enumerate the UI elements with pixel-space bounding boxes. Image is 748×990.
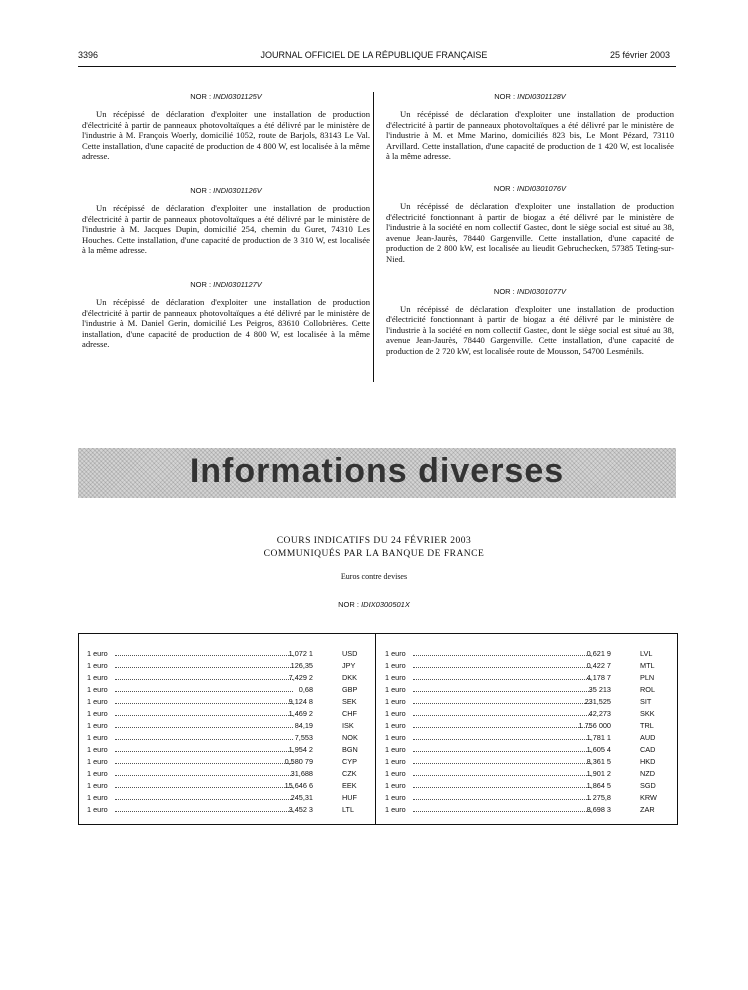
rate-value: 42,273 [588, 709, 611, 718]
nor-label: NOR : [190, 185, 212, 195]
rate-label: 1 euro [87, 781, 108, 790]
rate-value: 3,452 3 [288, 805, 313, 814]
leader-dots [115, 727, 293, 728]
notice [386, 92, 674, 162]
rate-row [385, 744, 671, 756]
leader-dots [115, 739, 293, 740]
rate-value: 1,954 2 [288, 745, 313, 754]
rate-label: 1 euro [87, 769, 108, 778]
rate-label: 1 euro [385, 769, 406, 778]
rate-row [87, 732, 373, 744]
notice-text: Un récépissé de déclaration d'exploiter une installation de production d'électricité fonctionnant à partir de biogaz a été délivré par le ministère de l'industrie à la société en nom collectif Gastec, dont le siège social est situé au 38, avenue Jean-Jaurès, 78440 Gargenville. Cette installation, d'une capacité de production de 2 800 kW, est localisée au lieudit Gebruchecken, 57385 Teting-sur-Nied. [386, 200, 674, 264]
rate-row [385, 648, 671, 660]
currency-code: ZAR [640, 805, 655, 814]
currency-code: ROL [640, 685, 656, 694]
currency-code: AUD [640, 733, 656, 742]
leader-dots [115, 763, 293, 764]
rate-row [87, 696, 373, 708]
notice-text: Un récépissé de déclaration d'exploiter une installation de production d'électricité à partir de panneaux photovoltaïques a été délivré par le ministère de l'industrie à M. François Woerly, domicilié 1052, route de Barjols, 83143 Le Val. Cette installation, d'une capacité de production de 4 800 W, est localisée à la même adresse. [82, 109, 370, 162]
rate-value: 1,605 4 [586, 745, 611, 754]
rate-row [87, 660, 373, 672]
rates-left-column [87, 648, 373, 816]
rate-value: 0,422 7 [586, 661, 611, 670]
rate-value: 1 275,8 [586, 793, 611, 802]
currency-code: LTL [342, 805, 355, 814]
table-divider [375, 634, 376, 824]
rates-subtitle: Euros contre devises [340, 572, 408, 581]
rate-value: 31,688 [290, 769, 313, 778]
rate-value: 1 756 000 [578, 721, 611, 730]
section-banner [78, 448, 676, 498]
notice [82, 186, 370, 256]
currency-code: USD [342, 649, 358, 658]
rate-label: 1 euro [87, 757, 108, 766]
currency-code: SIT [640, 697, 652, 706]
journal-title: JOURNAL OFFICIEL DE LA RÉPUBLIQUE FRANÇAISE [260, 50, 488, 60]
currency-code: ISK [342, 721, 354, 730]
rate-label: 1 euro [87, 649, 108, 658]
leader-dots [413, 775, 591, 776]
rate-label: 1 euro [385, 733, 406, 742]
currency-code: CHF [342, 709, 357, 718]
rate-row [385, 768, 671, 780]
currency-code: EEK [342, 781, 357, 790]
currency-code: HUF [342, 793, 357, 802]
notice-text: Un récépissé de déclaration d'exploiter une installation de production d'électricité fonctionnant à partir de biogaz a été délivré par le ministère de l'industrie à la société en nom collectif Gastec, dont le siège social est situé au 38, avenue Jean-Jaurès, 78440 Gargenville. Cette installation, d'une capacité de production de 2 720 kW, est localisée route de Mousson, 54700 Lesménils. [386, 303, 674, 356]
rate-value: 1,469 2 [288, 709, 313, 718]
notice-text: Un récépissé de déclaration d'exploiter une installation de production d'électricité à partir de panneaux photovoltaïques a été délivré par le ministère de l'industrie à M. et Mme Marino, domiciliés 823 bis, Le Mont Pézard, 73110 Arvillard. Cette installation, d'une capacité de production de 1 420 W, est localisée à la même adresse. [386, 109, 674, 162]
leader-dots [115, 775, 293, 776]
rate-value: 4,178 7 [586, 673, 611, 682]
rate-row [87, 804, 373, 816]
nor-reference [82, 92, 370, 101]
rate-row [87, 792, 373, 804]
rate-row [87, 780, 373, 792]
currency-code: NZD [640, 769, 655, 778]
rate-row [87, 768, 373, 780]
leader-dots [413, 655, 591, 656]
rate-label: 1 euro [385, 709, 406, 718]
nor-code: INDI0301126V [213, 185, 262, 195]
rate-label: 1 euro [385, 697, 406, 706]
leader-dots [413, 799, 591, 800]
rate-value: 9,124 8 [288, 697, 313, 706]
rate-value: 126,35 [290, 661, 313, 670]
page-number: 3396 [78, 50, 99, 60]
rate-row [87, 720, 373, 732]
rate-row [385, 804, 671, 816]
rate-label: 1 euro [385, 745, 406, 754]
notices-right-column [386, 92, 674, 379]
currency-code: TRL [640, 721, 654, 730]
notice [386, 287, 674, 357]
nor-code: INDI0301125V [213, 92, 262, 101]
rate-label: 1 euro [87, 745, 108, 754]
nor-code: INDI0301077V [516, 286, 567, 296]
leader-dots [115, 811, 293, 812]
rate-row [385, 672, 671, 684]
rates-right-column [385, 648, 671, 816]
leader-dots [413, 703, 591, 704]
rates-title-line1: COURS INDICATIFS DU 24 FÉVRIER 2003 [276, 536, 472, 546]
rates-nor-reference [0, 600, 748, 609]
leader-dots [413, 667, 591, 668]
nor-reference [386, 184, 674, 193]
leader-dots [413, 715, 591, 716]
rate-label: 1 euro [385, 805, 406, 814]
leader-dots [115, 655, 293, 656]
notice [82, 92, 370, 162]
rate-row [385, 708, 671, 720]
rate-row [385, 732, 671, 744]
currency-code: CYP [342, 757, 358, 766]
rate-label: 1 euro [87, 733, 108, 742]
rate-row [87, 744, 373, 756]
rate-row [385, 720, 671, 732]
rate-value: 1,864 5 [586, 781, 611, 790]
currency-code: JPY [342, 661, 356, 670]
rate-value: 8,698 3 [586, 805, 611, 814]
leader-dots [115, 799, 293, 800]
nor-reference [82, 186, 370, 195]
rate-label: 1 euro [87, 721, 108, 730]
section-title: Informations diverses [189, 452, 565, 490]
rate-value: 8,361 5 [586, 757, 611, 766]
rate-value: 7,553 [294, 733, 313, 742]
header-rule [78, 66, 676, 67]
rate-row [87, 708, 373, 720]
rate-label: 1 euro [385, 673, 406, 682]
nor-reference [82, 280, 370, 289]
rate-value: 1,901 2 [586, 769, 611, 778]
nor-label: NOR : [338, 600, 359, 609]
nor-label: NOR : [494, 92, 516, 101]
leader-dots [115, 703, 293, 704]
leader-dots [115, 751, 293, 752]
rate-value: 15,646 6 [284, 781, 313, 790]
currency-code: SGD [640, 781, 656, 790]
currency-code: KRW [640, 793, 657, 802]
rate-row [385, 792, 671, 804]
rate-label: 1 euro [87, 673, 108, 682]
notice [386, 184, 674, 265]
currency-code: DKK [342, 673, 358, 682]
nor-code: IDIX0300501X [361, 600, 410, 609]
rate-row [87, 684, 373, 696]
currency-code: CZK [342, 769, 357, 778]
leader-dots [413, 691, 591, 692]
nor-code: INDI0301076V [516, 183, 567, 193]
rate-value: 0,68 [298, 685, 313, 694]
rate-label: 1 euro [385, 661, 406, 670]
leader-dots [413, 727, 591, 728]
rate-value: 245,31 [290, 793, 313, 802]
rate-label: 1 euro [385, 781, 406, 790]
currency-code: GBP [342, 685, 358, 694]
leader-dots [115, 679, 293, 680]
rate-row [385, 756, 671, 768]
leader-dots [115, 787, 293, 788]
rate-label: 1 euro [385, 649, 406, 658]
rate-row [385, 684, 671, 696]
currency-code: HKD [640, 757, 656, 766]
issue-date: 25 février 2003 [609, 50, 670, 60]
nor-code: INDI0301127V [213, 279, 262, 289]
nor-code: INDI0301128V [517, 92, 566, 101]
rate-value: 231,525 [584, 697, 611, 706]
rates-table [78, 633, 678, 825]
nor-label: NOR : [190, 92, 212, 101]
currency-code: BGN [342, 745, 358, 754]
rate-label: 1 euro [385, 721, 406, 730]
currency-code: CAD [640, 745, 656, 754]
rate-value: 1,072 1 [288, 649, 313, 658]
nor-label: NOR : [493, 183, 515, 193]
rate-label: 1 euro [87, 793, 108, 802]
leader-dots [413, 739, 591, 740]
rate-label: 1 euro [87, 685, 108, 694]
currency-code: SKK [640, 709, 655, 718]
leader-dots [115, 667, 293, 668]
rate-label: 1 euro [87, 709, 108, 718]
notices-left-column [82, 92, 370, 374]
rate-row [385, 660, 671, 672]
nor-label: NOR : [190, 279, 212, 289]
rate-label: 1 euro [385, 757, 406, 766]
rate-row [385, 780, 671, 792]
rate-label: 1 euro [87, 805, 108, 814]
rate-label: 1 euro [385, 793, 406, 802]
rate-value: 1,781 1 [586, 733, 611, 742]
leader-dots [413, 811, 591, 812]
notice-text: Un récépissé de déclaration d'exploiter une installation de production d'électricité à partir de panneaux photovoltaïques a été délivré par le ministère de l'industrie à M. Jacques Dupin, domicilié 254, chemin du Guret, 74310 Les Houches. Cette installation, d'une capacité de production de 3 310 W, est localisée à la même adresse. [82, 202, 370, 256]
leader-dots [413, 751, 591, 752]
nor-label: NOR : [493, 286, 515, 296]
rates-title-line2: COMMUNIQUÉS PAR LA BANQUE DE FRANCE [263, 549, 485, 559]
currency-code: MTL [640, 661, 655, 670]
leader-dots [413, 763, 591, 764]
rate-value: 0,580 79 [284, 757, 313, 766]
leader-dots [413, 679, 591, 680]
nor-reference [386, 92, 674, 101]
rate-value: 0,621 9 [586, 649, 611, 658]
column-divider [373, 92, 374, 382]
rate-row [385, 696, 671, 708]
currency-code: NOK [342, 733, 358, 742]
rate-value: 7,429 2 [288, 673, 313, 682]
notice [82, 280, 370, 350]
notice-text: Un récépissé de déclaration d'exploiter une installation de production d'électricité à partir de panneaux photovoltaïques a été délivré par le ministère de l'industrie à M. Daniel Gerin, domicilié Les Peigros, 83610 Collobrières. Cette installation, d'une capacité de production de 4 800 W, est localisée à la même adresse. [82, 296, 370, 350]
rate-row [87, 672, 373, 684]
rate-label: 1 euro [385, 685, 406, 694]
rate-value: 84,19 [294, 721, 313, 730]
nor-reference [386, 287, 674, 296]
rate-row [87, 756, 373, 768]
rate-label: 1 euro [87, 661, 108, 670]
rate-value: 35 213 [588, 685, 611, 694]
rate-row [87, 648, 373, 660]
leader-dots [115, 691, 293, 692]
leader-dots [413, 787, 591, 788]
currency-code: SEK [342, 697, 357, 706]
currency-code: LVL [640, 649, 653, 658]
leader-dots [115, 715, 293, 716]
rate-label: 1 euro [87, 697, 108, 706]
currency-code: PLN [640, 673, 655, 682]
